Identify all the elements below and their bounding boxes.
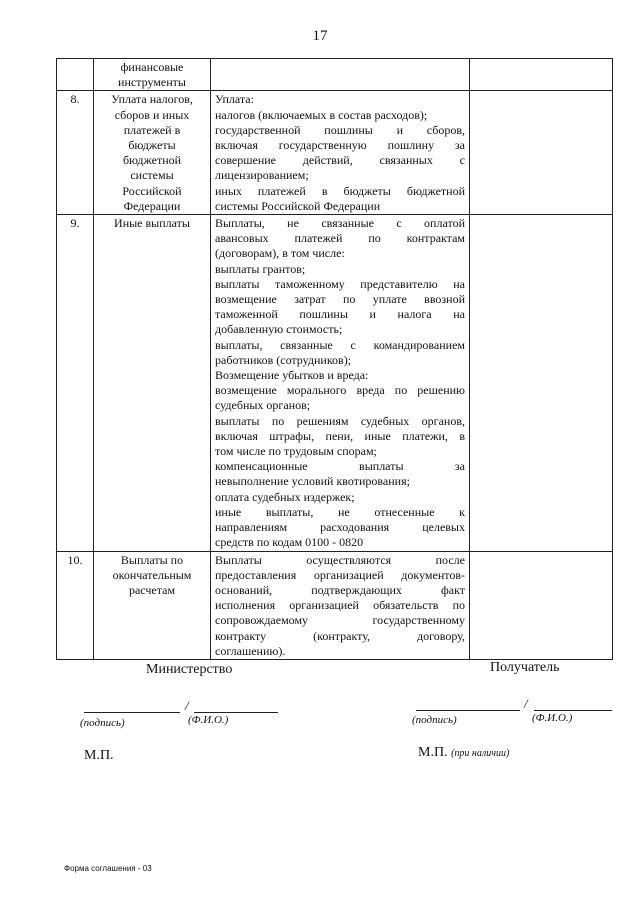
row-description-cell (211, 215, 470, 551)
row-description-line: судебных органов; (215, 398, 311, 413)
row-description-line: невыполнение условий квотирования; (215, 474, 410, 489)
right-stamp-label: М.П. (418, 745, 448, 760)
row-name-line: Федерации (123, 198, 181, 213)
row-description-line: (договорам), в том числе: (215, 246, 345, 261)
row-description-line: совершение действий, связанных с (215, 153, 465, 168)
row-name-line: бюджетной (122, 153, 182, 168)
row-description-line: направлениям расходования целевых (215, 520, 465, 535)
row-name-line: платежей в (123, 122, 181, 137)
row-name-line: системы (130, 168, 174, 183)
left-name-caption: (Ф.И.О.) (188, 714, 229, 726)
form-footer: Форма соглашения - 03 (64, 864, 152, 873)
row-name-line: окончательным (112, 567, 192, 582)
row-extra-cell (470, 215, 613, 551)
row-number-cell (57, 59, 94, 91)
row-name-cell (94, 551, 211, 659)
row-description-line: Возмещение убытков и вреда: (215, 368, 369, 383)
row-description-cell (211, 551, 470, 659)
table-row (57, 59, 613, 91)
row-name-line: Иные выплаты (114, 216, 190, 231)
left-signature-line (84, 712, 180, 713)
row-description-line: выплаты, связанные с командированием (215, 337, 465, 352)
row-description-line: исполнения организацией обязательств по (215, 598, 465, 613)
right-signature-caption: (подпись) (412, 714, 457, 726)
table-row (57, 91, 613, 215)
row-name-line: Уплата налогов, (111, 92, 193, 107)
row-description-line: иные выплаты, не отнесенные к (215, 504, 465, 519)
row-description-cell (211, 91, 470, 215)
table-row (57, 215, 613, 551)
left-slash: / (185, 698, 189, 713)
row-description-line: Выплаты осуществляются после (215, 552, 465, 567)
row-name-line: Выплаты по (120, 552, 184, 567)
row-description-line: предоставления организацией документов- (215, 567, 465, 582)
row-name-line: бюджеты (128, 138, 176, 153)
row-description-line: компенсационные выплаты за (215, 459, 465, 474)
row-description-line: сопровождаемому государственному (215, 613, 465, 628)
row-extra-cell (470, 59, 613, 91)
row-name-cell (94, 59, 211, 91)
row-name-line: Российской (122, 183, 182, 198)
row-number-cell: 9. (57, 215, 94, 551)
row-description-line: средств по кодам 0100 - 0820 (215, 535, 364, 550)
row-description-line: таможенной пошлины и налога на (215, 307, 465, 322)
left-name-line (194, 712, 278, 713)
right-party-title: Получатель (490, 660, 560, 675)
right-slash: / (524, 696, 528, 711)
row-name-line: инструменты (118, 75, 186, 90)
right-name-line (534, 710, 612, 711)
row-description-line: включая государственную пошлину за (215, 138, 465, 153)
row-description-line: контракту (контракту, договору, (215, 628, 465, 643)
row-name-line: сборов и иных (114, 107, 190, 122)
left-stamp-label: М.П. (84, 748, 114, 763)
row-description-line: оснований, подтверждающих факт (215, 582, 465, 597)
row-description-line: включая штрафы, пени, иные платежи, в (215, 428, 465, 443)
payments-table (56, 58, 613, 660)
page-number: 17 (312, 28, 328, 44)
row-number-cell: 10. (57, 551, 94, 659)
row-description-line: иных платежей в бюджеты бюджетной (215, 183, 465, 198)
row-description-line: выплаты по решениям судебных органов, (215, 413, 465, 428)
row-description-line: работников (сотрудников); (215, 352, 352, 367)
row-description-line: лицензированием; (215, 168, 309, 183)
right-stamp-note: (при наличии) (451, 748, 510, 759)
row-description-line: соглашению). (215, 643, 286, 658)
row-description-line: Уплата: (215, 92, 254, 107)
row-description-cell (211, 59, 470, 91)
row-name-cell (94, 215, 211, 551)
row-description-line: выплаты грантов; (215, 261, 306, 276)
row-description-line: Выплаты, не связанные с оплатой (215, 216, 465, 231)
row-extra-cell (470, 91, 613, 215)
row-description-line: оплата судебных издержек; (215, 489, 355, 504)
row-description-line: авансовых платежей по контрактам (215, 231, 465, 246)
row-description-line: налогов (включаемых в состав расходов); (215, 107, 428, 122)
table-row (57, 551, 613, 659)
row-name-line: расчетам (128, 582, 176, 597)
right-stamp-block (418, 745, 509, 761)
row-description-line: возмещение морального вреда по решению (215, 383, 465, 398)
row-number-cell: 8. (57, 91, 94, 215)
row-description-line: добавленную стоимость; (215, 322, 343, 337)
row-description-line: системы Российской Федерации (215, 198, 381, 213)
right-name-caption: (Ф.И.О.) (532, 712, 573, 724)
right-signature-line (416, 710, 520, 711)
row-name-cell (94, 91, 211, 215)
row-description-line: выплаты таможенному представителю на (215, 276, 465, 291)
row-name-line: финансовые (120, 60, 184, 74)
left-signature-caption: (подпись) (80, 717, 125, 729)
left-party-title: Министерство (146, 662, 233, 677)
row-extra-cell (470, 551, 613, 659)
row-description-line: государственной пошлины и сборов, (215, 122, 465, 137)
row-description-line: том числе по трудовым спорам; (215, 444, 377, 459)
row-description-line: возмещение затрат по уплате ввозной (215, 292, 465, 307)
